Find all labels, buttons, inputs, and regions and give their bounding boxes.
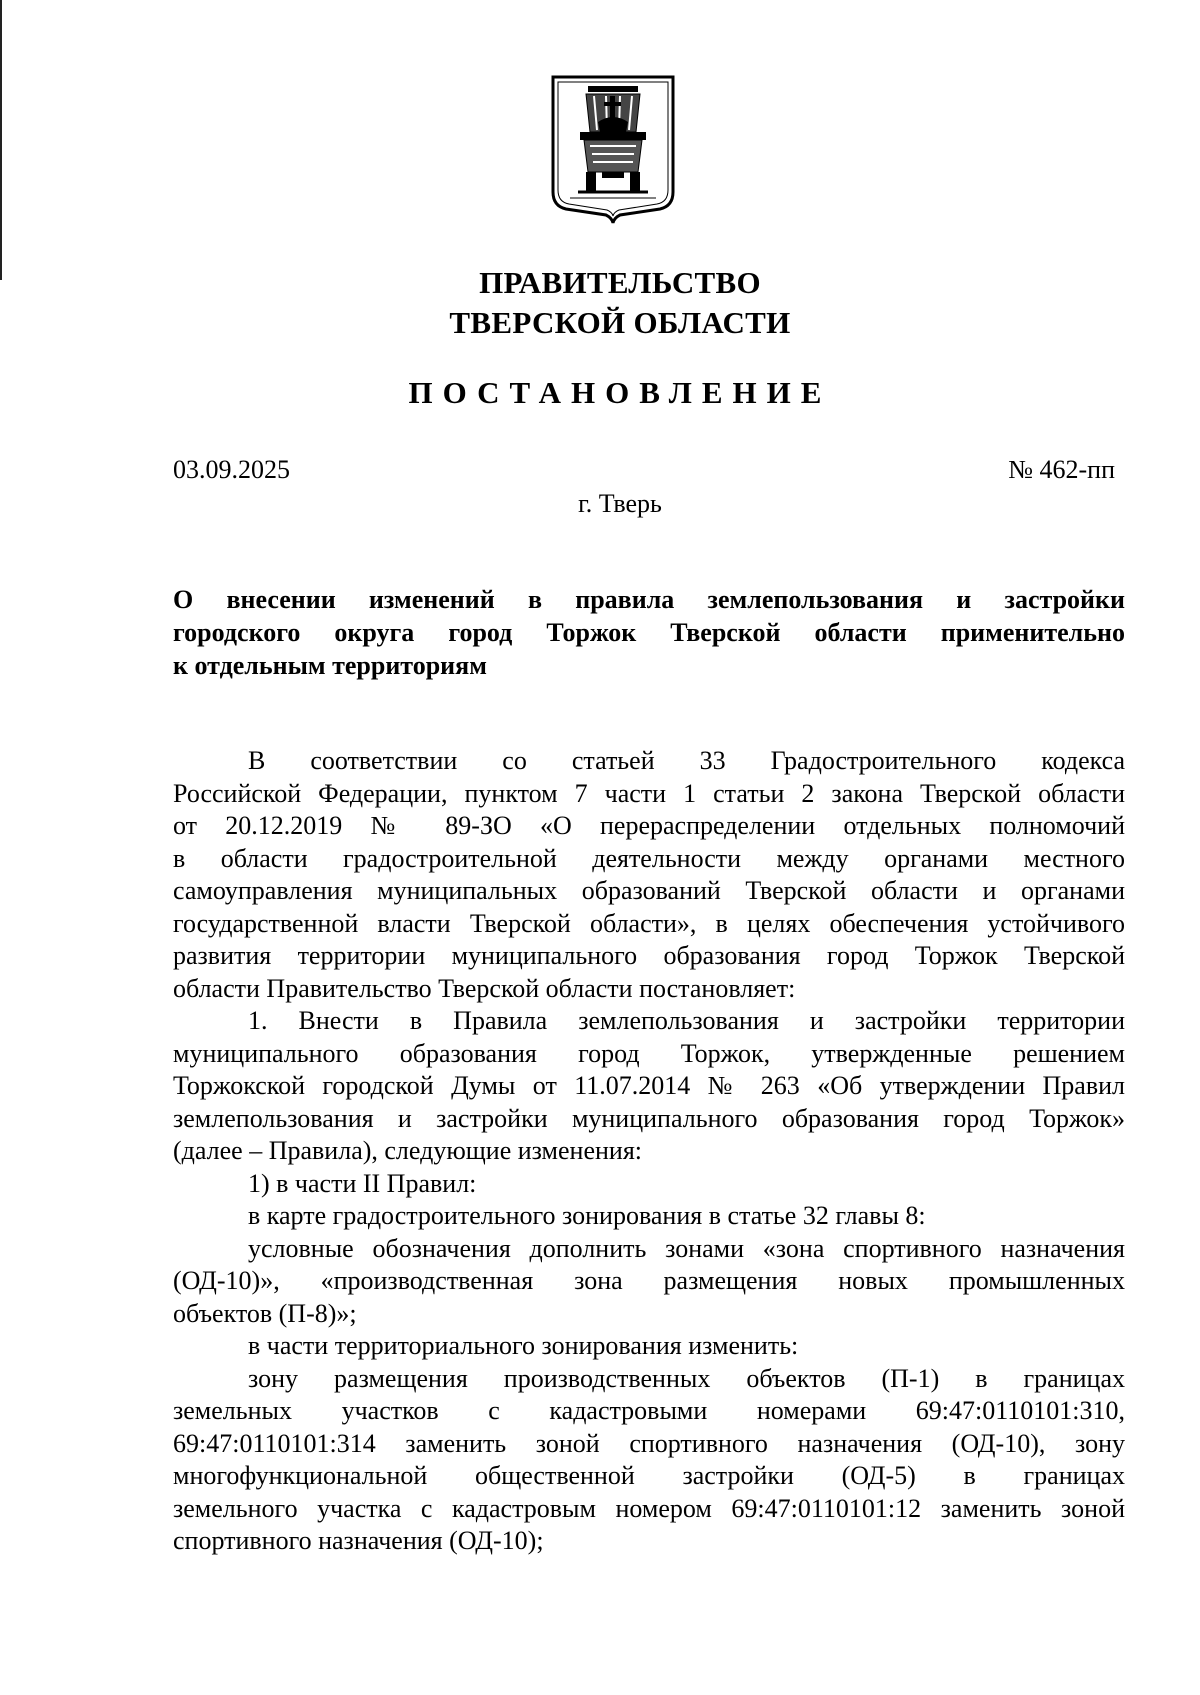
body-line: 1) в части II Правил: bbox=[248, 1168, 477, 1198]
body-line: земельных участков с кадастровыми номерами 69:47:0110101:310, bbox=[173, 1396, 1125, 1425]
body-line: земельного участка с кадастровым номером 69:47:0110101:12 заменить зоной bbox=[173, 1493, 1125, 1523]
body-line: (далее – Правила), следующие изменения: bbox=[173, 1136, 643, 1165]
body-line: Российской Федерации, пунктом 7 части 1 статьи 2 закона Тверской области bbox=[173, 778, 1125, 808]
document-number: № 462-пп bbox=[1008, 455, 1115, 484]
subject-line: городского округа город Торжок Тверской области применительно bbox=[173, 618, 1125, 647]
body-line: от 20.12.2019 № 89-ЗО «О перераспределении отдельных полномочий bbox=[173, 811, 1125, 840]
body-line: многофункциональной общественной застройки (ОД-5) в границах bbox=[173, 1461, 1125, 1490]
document-date: 03.09.2025 bbox=[173, 455, 290, 484]
body-line: 69:47:0110101:314 заменить зоной спортивного назначения (ОД-10), зону bbox=[173, 1428, 1125, 1458]
body-line: в части территориального зонирования изменить: bbox=[248, 1331, 799, 1360]
organization-name-line2: ТВЕРСКОЙ ОБЛАСТИ bbox=[449, 305, 791, 340]
subject-line: О внесении изменений в правила землепользования и застройки bbox=[173, 585, 1125, 614]
coat-of-arms-icon bbox=[550, 74, 676, 224]
subject-line: к отдельным территориям bbox=[173, 651, 487, 680]
document-body bbox=[173, 745, 1125, 1558]
body-line: Торжокской городской Думы от 11.07.2014 № 263 «Об утверждении Правил bbox=[173, 1071, 1125, 1100]
body-line: условные обозначения дополнить зонами «зона спортивного назначения bbox=[248, 1233, 1125, 1263]
document-subject bbox=[173, 583, 1125, 682]
body-line: самоуправления муниципальных образований Тверской области и органами bbox=[173, 876, 1125, 905]
body-line: спортивного назначения (ОД-10); bbox=[173, 1526, 544, 1555]
body-line: области Правительство Тверской области постановляет: bbox=[173, 973, 796, 1003]
organization-name-line1: ПРАВИТЕЛЬСТВО bbox=[479, 265, 761, 300]
document-city: г. Тверь bbox=[578, 489, 662, 518]
body-line: развития территории муниципального образования город Торжок Тверской bbox=[173, 941, 1125, 970]
body-line: зону размещения производственных объектов (П-1) в границах bbox=[248, 1363, 1125, 1393]
body-line: землепользования и застройки муниципального образования город Торжок» bbox=[173, 1103, 1125, 1133]
body-line: государственной власти Тверской области», в целях обеспечения устойчивого bbox=[173, 908, 1125, 938]
body-line: в карте градостроительного зонирования в статье 32 главы 8: bbox=[248, 1201, 926, 1230]
body-line: объектов (П-8)»; bbox=[173, 1298, 357, 1328]
document-type-title: ПОСТАНОВЛЕНИЕ bbox=[408, 375, 832, 410]
body-line: в области градостроительной деятельности между органами местного bbox=[173, 843, 1125, 873]
body-line: (ОД-10)», «производственная зона размещения новых промышленных bbox=[173, 1266, 1125, 1295]
body-line: В соответствии со статьей 33 Градостроительного кодекса bbox=[248, 746, 1125, 775]
body-line: муниципального образования город Торжок, утвержденные решением bbox=[173, 1038, 1125, 1068]
body-line: 1. Внести в Правила землепользования и застройки территории bbox=[248, 1006, 1125, 1035]
scan-edge-line bbox=[0, 0, 2, 280]
